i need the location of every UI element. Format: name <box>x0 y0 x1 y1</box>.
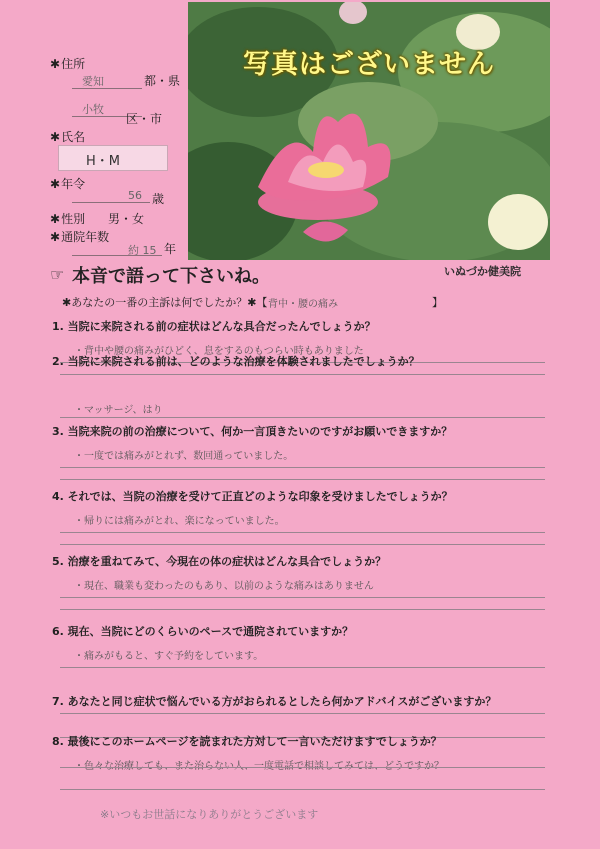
main-complaint-close: 】 <box>432 296 443 309</box>
photo-caption: 写真はございません <box>243 49 495 80</box>
main-complaint-question: ✱あなたの一番の主訴は何でしたか？✱【 <box>62 296 268 309</box>
answer-2: ・マッサージ、はり <box>74 405 163 416</box>
answer-line <box>60 713 545 714</box>
answer-4: ・帰りには痛みがとれ、楽になっていました。 <box>74 516 285 527</box>
years-suffix: 年 <box>164 242 177 256</box>
question-2: 2. 当院に来院される前は、どのような治療を体験されましたでしょうか？ <box>52 355 420 368</box>
answer-line <box>60 544 545 545</box>
question-7: 7. あなたと同じ症状で悩んでいる方がおられるとしたら何かアドバイスがございますか？ <box>52 695 497 708</box>
answer-1: ・背中や腰の痛みがひどく、息をするのもつらい時もありました <box>74 346 364 357</box>
answer-3: ・一度では痛みがとれず、数回通っていました。 <box>74 451 294 462</box>
answer-line <box>60 789 545 790</box>
years-label-text: 通院年数 <box>61 230 110 244</box>
age-line <box>72 202 150 203</box>
address-label-text: 住所 <box>61 57 86 71</box>
answer-5: ・現在、職業も変わったのもあり、以前のような痛みはありません <box>74 581 374 592</box>
gender-options: 男・女 <box>108 212 145 226</box>
age-suffix: 歳 <box>152 192 165 206</box>
age-label-text: 年令 <box>61 177 86 191</box>
gender-label-text: 性別 <box>61 212 86 226</box>
question-3: 3. 当院来院の前の治療について、何か一言頂きたいのですがお願いできますか？ <box>52 425 453 438</box>
city-value: 小牧 <box>82 103 104 116</box>
question-5: 5. 治療を重ねてみて、今現在の体の症状はどんな具合でしょうか？ <box>52 555 387 568</box>
question-6: 6. 現在、当院にどのくらいのペースで通院されていますか？ <box>52 625 354 638</box>
years-label: ✱通院年数 <box>50 230 110 244</box>
answer-line <box>60 479 545 480</box>
answer-line <box>60 374 545 375</box>
name-label-text: 氏名 <box>61 130 86 144</box>
name-value: H・M <box>86 154 120 169</box>
answer-6: ・痛みがもると、すぐ予約をしています。 <box>74 651 264 662</box>
main-complaint-answer: 背中・腰の痛み <box>268 299 338 310</box>
footer-note: ※いつもお世話になりありがとうございます <box>100 808 319 821</box>
years-value: 約 15 <box>128 244 157 257</box>
address-label: ✱住所 <box>50 57 86 71</box>
answer-line <box>60 532 545 533</box>
clinic-name: いぬづか健美院 <box>444 265 521 278</box>
answer-line <box>60 467 545 468</box>
name-label: ✱氏名 <box>50 130 86 144</box>
pointing-hand-icon: ☞ <box>50 265 65 284</box>
question-4: 4. それでは、当院の治療を受けて正直どのような印象を受けましたでしょうか？ <box>52 490 453 503</box>
question-8: 8. 最後にこのホームページを読まれた方対して一言いただけますでしょうか？ <box>52 735 442 748</box>
age-label: ✱年令 <box>50 177 86 191</box>
lotus-photo <box>188 2 550 260</box>
city-suffix: 区・市 <box>126 112 163 126</box>
answer-line <box>60 667 545 668</box>
prefecture-suffix: 都・県 <box>144 74 181 88</box>
years-line <box>72 255 162 256</box>
prefecture-value: 愛知 <box>82 75 104 88</box>
lotus-image <box>188 2 550 260</box>
form-heading: 本音で語って下さいね。 <box>72 266 270 287</box>
answer-line <box>60 609 545 610</box>
prefecture-line <box>72 88 142 89</box>
answer-8 <box>74 757 444 772</box>
question-1: 1. 当院に来院される前の症状はどんな具合だったんでしょうか？ <box>52 320 376 333</box>
answer-line <box>60 597 545 598</box>
gender-label: ✱性別 <box>50 212 86 226</box>
answer-line <box>60 417 545 418</box>
answer-line <box>60 767 545 768</box>
age-value: 56 <box>128 189 142 202</box>
